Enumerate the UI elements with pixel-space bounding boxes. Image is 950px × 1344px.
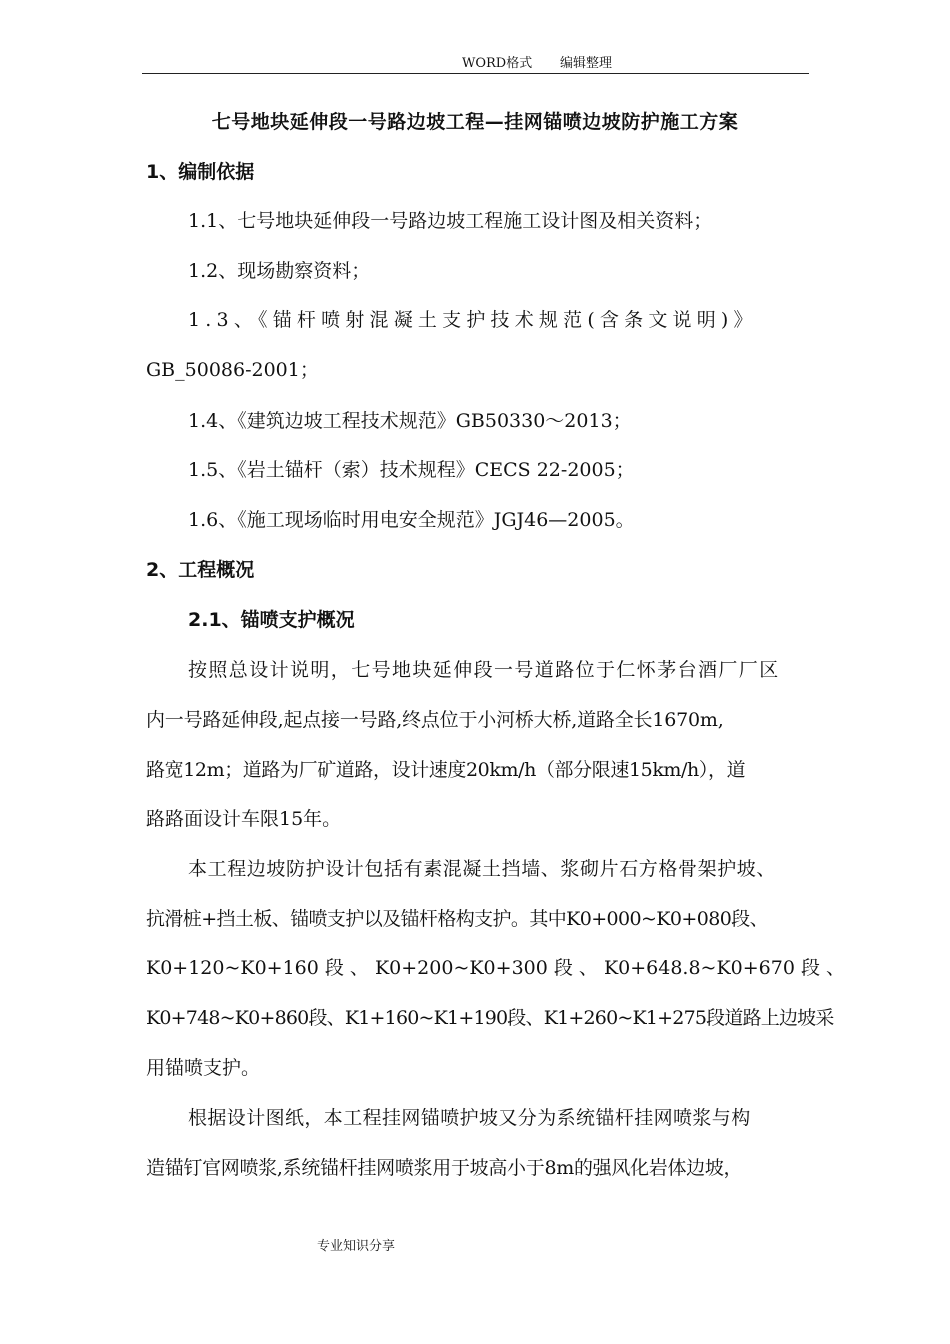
protection-line-5: 用锚喷支护。	[146, 1057, 261, 1079]
protection-line-4: K0+748~K0+860段、K1+160~K1+190段、K1+260~K1+275段道路上边坡采	[146, 1007, 834, 1029]
overview-line-3: 路宽12m；道路为厂矿道路，设计速度20km/h（部分限速15km/h），道	[146, 759, 746, 781]
basis-item-1-6: 1.6、《施工现场临时用电安全规范》JGJ46—2005。	[188, 509, 635, 531]
page-footer: 专业知识分享	[317, 1239, 396, 1254]
document-title: 七号地块延伸段一号路边坡工程—挂网锚喷边坡防护施工方案	[211, 111, 739, 133]
section-1-heading: 1、编制依据	[146, 161, 255, 183]
overview-line-4: 路路面设计车限15年。	[146, 808, 342, 830]
design-line-2: 造锚钉官网喷浆,系统锚杆挂网喷浆用于坡高小于8m的强风化岩体边坡，	[146, 1157, 743, 1179]
protection-line-2: 抗滑桩+挡土板、锚喷支护以及锚杆格构支护。其中K0+000~K0+080段、	[146, 908, 768, 930]
header-edit: 编辑整理	[560, 56, 613, 71]
protection-line-3: K0+120~K0+160 段 、 K0+200~K0+300 段 、 K0+648.8~K0+670 段 、	[146, 957, 846, 979]
basis-item-1-1: 1.1、七号地块延伸段一号路边坡工程施工设计图及相关资料；	[188, 210, 713, 232]
section-2-1-heading: 2.1、锚喷支护概况	[188, 609, 355, 631]
header-word-format: WORD格式	[462, 56, 533, 71]
basis-item-1-5: 1.5、《岩土锚杆（索）技术规程》CECS 22-2005；	[188, 459, 635, 481]
page-header	[142, 55, 809, 74]
overview-line-1: 按照总设计说明，七号地块延伸段一号道路位于仁怀茅台酒厂厂区	[188, 659, 780, 681]
basis-item-1-3-code: GB_50086-2001；	[146, 359, 319, 381]
basis-item-1-2: 1.2、现场勘察资料；	[188, 260, 371, 282]
section-2-heading: 2、工程概况	[146, 559, 255, 581]
protection-line-1: 本工程边坡防护设计包括有素混凝土挡墙、浆砌片石方格骨架护坡、	[188, 858, 777, 880]
basis-item-1-4: 1.4、《建筑边坡工程技术规范》GB50330～2013；	[188, 410, 632, 432]
overview-line-2: 内一号路延伸段,起点接一号路,终点位于小河桥大桥,道路全长1670m,	[146, 709, 724, 731]
design-line-1: 根据设计图纸，本工程挂网锚喷护坡又分为系统锚杆挂网喷浆与构	[188, 1107, 751, 1129]
basis-item-1-3: 1.3、《锚杆喷射混凝土支护技术规范(含条文说明)》	[188, 309, 758, 331]
